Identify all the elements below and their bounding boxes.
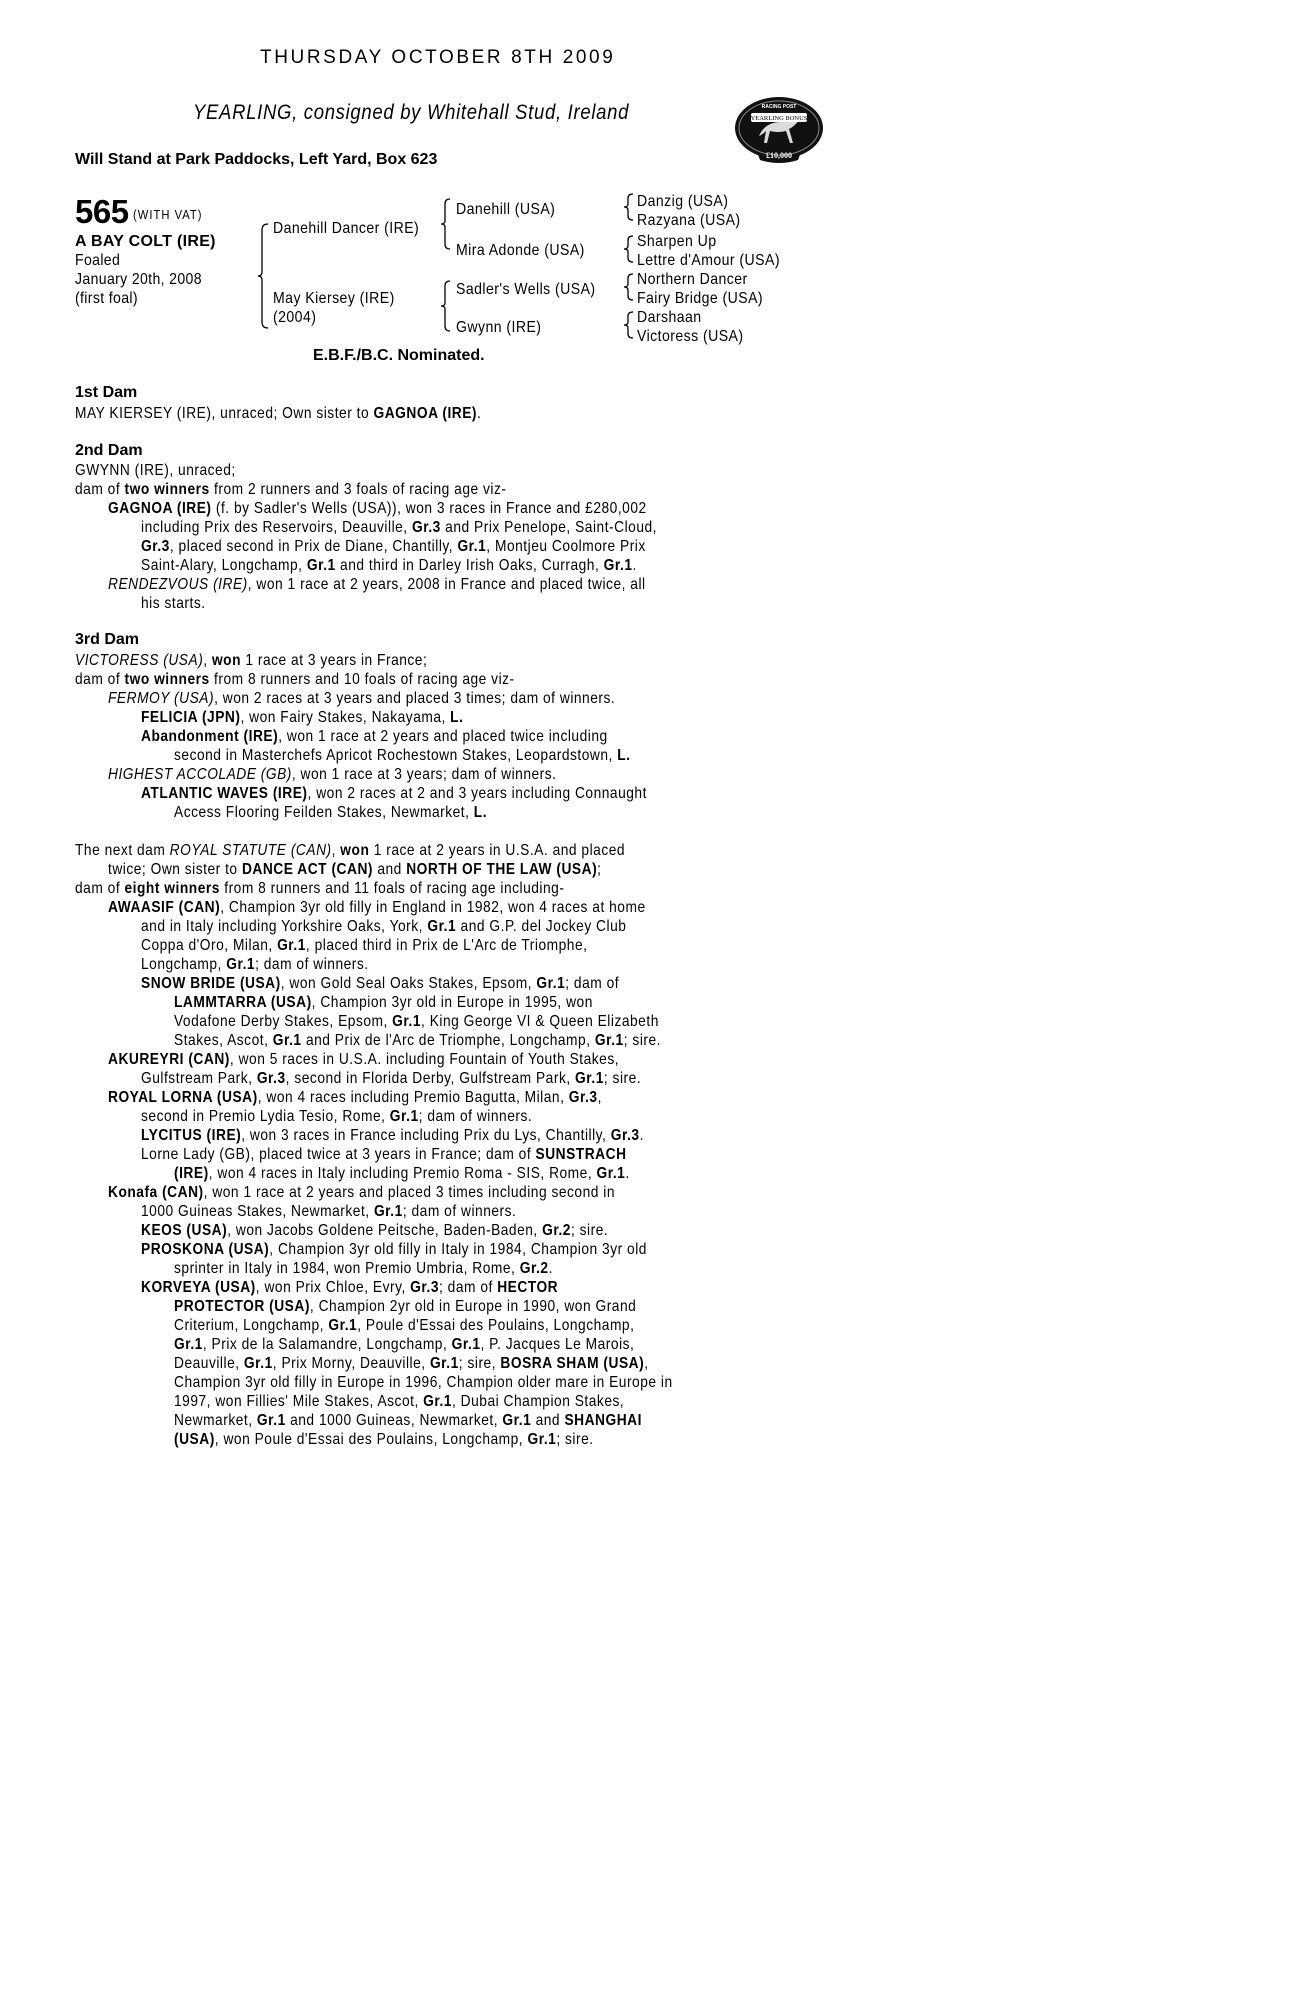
dam-dam: Gwynn (IRE)	[456, 319, 542, 336]
next-dam-line-1: The next dam ROYAL STATUTE (CAN), won 1 race at 2 years in U.S.A. and placed	[75, 842, 626, 859]
sire-dam: Mira Adonde (USA)	[456, 242, 585, 259]
third-dam-line-2: dam of two winners from 8 runners and 10 foals of racing age viz-	[75, 671, 515, 688]
next-dam-line-20: 1000 Guineas Stakes, Newmarket, Gr.1; dam of winners.	[141, 1203, 517, 1220]
second-dam-line-5: Gr.3, placed second in Prix de Diane, Chantilly, Gr.1, Montjeu Coolmore Prix	[141, 538, 646, 555]
foal-note: (first foal)	[75, 290, 138, 307]
second-dam-line-1: GWYNN (IRE), unraced;	[75, 462, 236, 479]
dam-year: (2004)	[273, 309, 317, 326]
dam-sire: Sadler's Wells (USA)	[456, 281, 596, 298]
gen4-3: Sharpen Up	[637, 233, 717, 250]
sire-name: Danehill Dancer (IRE)	[273, 220, 420, 237]
gen4-4: Lettre d'Amour (USA)	[637, 252, 780, 269]
dam-name: May Kiersey (IRE)	[273, 290, 395, 307]
next-dam-line-21: KEOS (USA), won Jacobs Goldene Peitsche, Baden-Baden, Gr.2; sire.	[141, 1222, 609, 1239]
lot-number: 565	[75, 193, 129, 230]
next-dam-line-15: second in Premio Lydia Tesio, Rome, Gr.1; dam of winners.	[141, 1108, 533, 1125]
foaled-date: January 20th, 2008	[75, 271, 202, 288]
third-dam-line-6: second in Masterchefs Apricot Rochestown Stakes, Leopardstown, L.	[174, 747, 631, 764]
third-dam-line-5: Abandonment (IRE), won 1 race at 2 years and placed twice including	[141, 728, 608, 745]
next-dam-line-25: PROTECTOR (USA), Champion 2yr old in Europe in 1990, won Grand	[174, 1298, 637, 1315]
next-dam-line-9: LAMMTARRA (USA), Champion 3yr old in Europe in 1995, won	[174, 994, 593, 1011]
third-dam-line-4: FELICIA (JPN), won Fairy Stakes, Nakayama, L.	[141, 709, 464, 726]
next-dam-line-5: and in Italy including Yorkshire Oaks, York, Gr.1 and G.P. del Jockey Club	[141, 918, 627, 935]
next-dam-line-26: Criterium, Longchamp, Gr.1, Poule d'Essai des Poulains, Longchamp,	[174, 1317, 635, 1334]
next-dam-line-4: AWAASIF (CAN), Champion 3yr old filly in England in 1982, won 4 races at home	[108, 899, 646, 916]
second-dam-line-2: dam of two winners from 2 runners and 3 foals of racing age viz-	[75, 481, 507, 498]
next-dam-line-7: Longchamp, Gr.1; dam of winners.	[141, 956, 369, 973]
next-dam-line-16: LYCITUS (IRE), won 3 races in France including Prix du Lys, Chantilly, Gr.3.	[141, 1127, 644, 1144]
next-dam-line-14: ROYAL LORNA (USA), won 4 races including Premio Bagutta, Milan, Gr.3,	[108, 1089, 602, 1106]
next-dam-line-31: Newmarket, Gr.1 and 1000 Guineas, Newmarket, Gr.1 and SHANGHAI	[174, 1412, 642, 1429]
second-dam-line-7: RENDEZVOUS (IRE), won 1 race at 2 years, 2008 in France and placed twice, all	[108, 576, 646, 593]
sale-date: THURSDAY OCTOBER 8TH 2009	[260, 47, 616, 68]
next-dam-line-6: Coppa d'Oro, Milan, Gr.1, placed third in Prix de L'Arc de Triomphe,	[141, 937, 588, 954]
next-dam-line-19: Konafa (CAN), won 1 race at 2 years and placed 3 times including second in	[108, 1184, 616, 1201]
badge-line-2: YEARLING BONUS	[750, 115, 808, 122]
box-location: Will Stand at Park Paddocks, Left Yard, Box 623	[75, 151, 438, 168]
next-dam-line-11: Stakes, Ascot, Gr.1 and Prix de l'Arc de Triomphe, Longchamp, Gr.1; sire.	[174, 1032, 662, 1049]
next-dam-line-10: Vodafone Derby Stakes, Epsom, Gr.1, King George VI & Queen Elizabeth	[174, 1013, 659, 1030]
next-dam-line-3: dam of eight winners from 8 runners and 11 foals of racing age including-	[75, 880, 565, 897]
third-dam-line-8: ATLANTIC WAVES (IRE), won 2 races at 2 and 3 years including Connaught	[141, 785, 647, 802]
gen4-8: Victoress (USA)	[637, 328, 744, 345]
next-dam-line-27: Gr.1, Prix de la Salamandre, Longchamp, Gr.1, P. Jacques Le Marois,	[174, 1336, 635, 1353]
next-dam-line-28: Deauville, Gr.1, Prix Morny, Deauville, Gr.1; sire, BOSRA SHAM (USA),	[174, 1355, 649, 1372]
second-dam-line-8: his starts.	[141, 595, 206, 612]
next-dam-line-32: (USA), won Poule d'Essai des Poulains, Longchamp, Gr.1; sire.	[174, 1431, 594, 1448]
next-dam-line-17: Lorne Lady (GB), placed twice at 3 years in France; dam of SUNSTRACH	[141, 1146, 627, 1163]
gen4-2: Razyana (USA)	[637, 212, 741, 229]
next-dam-line-2: twice; Own sister to DANCE ACT (CAN) and NORTH OF THE LAW (USA);	[108, 861, 602, 878]
second-dam-line-4: including Prix des Reservoirs, Deauville, Gr.3 and Prix Penelope, Saint-Cloud,	[141, 519, 657, 536]
next-dam-line-8: SNOW BRIDE (USA), won Gold Seal Oaks Stakes, Epsom, Gr.1; dam of	[141, 975, 620, 992]
foaled-label: Foaled	[75, 252, 121, 269]
badge-line-3: £10,000	[766, 151, 792, 160]
first-dam-line: MAY KIERSEY (IRE), unraced; Own sister to GAGNOA (IRE).	[75, 405, 482, 422]
nomination-note: E.B.F./B.C. Nominated.	[313, 347, 485, 364]
next-dam-line-12: AKUREYRI (CAN), won 5 races in U.S.A. including Fountain of Youth Stakes,	[108, 1051, 620, 1068]
next-dam-line-13: Gulfstream Park, Gr.3, second in Florida Derby, Gulfstream Park, Gr.1; sire.	[141, 1070, 642, 1087]
gen4-7: Darshaan	[637, 309, 702, 326]
third-dam-line-9: Access Flooring Feilden Stakes, Newmarket, L.	[174, 804, 488, 821]
second-dam-line-6: Saint-Alary, Longchamp, Gr.1 and third in Darley Irish Oaks, Curragh, Gr.1.	[141, 557, 637, 574]
vat-label: (WITH VAT)	[132, 207, 203, 222]
next-dam-line-22: PROSKONA (USA), Champion 3yr old filly in Italy in 1984, Champion 3yr old	[141, 1241, 647, 1258]
next-dam-line-30: 1997, won Fillies' Mile Stakes, Ascot, Gr.1, Dubai Champion Stakes,	[174, 1393, 625, 1410]
next-dam-line-29: Champion 3yr old filly in Europe in 1996, Champion older mare in Europe in	[174, 1374, 673, 1391]
third-dam-line-3: FERMOY (USA), won 2 races at 3 years and placed 3 times; dam of winners.	[108, 690, 616, 707]
third-dam-line-1: VICTORESS (USA), won 1 race at 3 years in France;	[75, 652, 428, 669]
next-dam-line-23: sprinter in Italy in 1984, won Premio Umbria, Rome, Gr.2.	[174, 1260, 553, 1277]
gen4-5: Northern Dancer	[637, 271, 748, 288]
sire-sire: Danehill (USA)	[456, 201, 556, 218]
third-dam-line-7: HIGHEST ACCOLADE (GB), won 1 race at 3 years; dam of winners.	[108, 766, 557, 783]
consignment-line: YEARLING, consigned by Whitehall Stud, Ireland	[193, 101, 630, 124]
gen4-1: Danzig (USA)	[637, 193, 729, 210]
first-dam-heading: 1st Dam	[75, 384, 138, 401]
horse-title: A BAY COLT (IRE)	[75, 233, 216, 250]
third-dam-heading: 3rd Dam	[75, 631, 140, 648]
badge-line-1: RACING POST	[761, 104, 797, 110]
next-dam-line-24: KORVEYA (USA), won Prix Chloe, Evry, Gr.3; dam of HECTOR	[141, 1279, 559, 1296]
second-dam-line-3: GAGNOA (IRE) (f. by Sadler's Wells (USA)), won 3 races in France and £280,002	[108, 500, 647, 517]
next-dam-line-18: (IRE), won 4 races in Italy including Premio Roma - SIS, Rome, Gr.1.	[174, 1165, 630, 1182]
second-dam-heading: 2nd Dam	[75, 442, 143, 459]
gen4-6: Fairy Bridge (USA)	[637, 290, 764, 307]
